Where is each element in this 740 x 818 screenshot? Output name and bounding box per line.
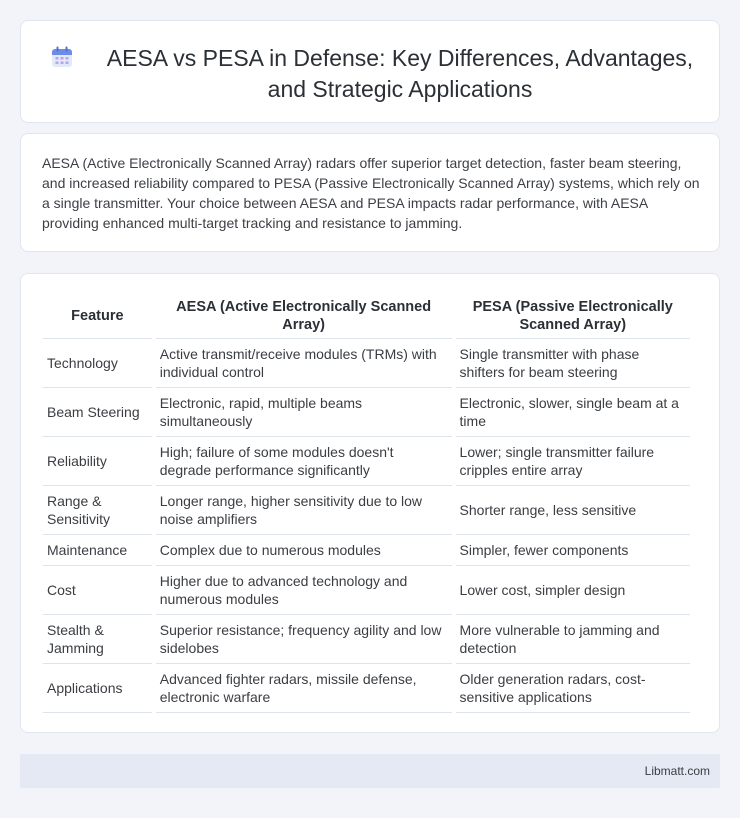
cell-feature: Technology [43,339,152,388]
table-row [43,486,690,535]
comparison-table [39,293,694,713]
cell-pesa: Lower; single transmitter failure cripples entire array [456,437,690,486]
title-wrap [51,43,699,105]
cell-feature: Stealth & Jamming [43,615,152,664]
cell-pesa: Single transmitter with phase shifters for beam steering [456,339,690,388]
intro-card [20,133,720,252]
cell-feature: Reliability [43,437,152,486]
cell-aesa: Electronic, rapid, multiple beams simultaneously [156,388,452,437]
cell-feature: Applications [43,664,152,713]
header-feature: Feature [43,293,152,339]
footer [20,754,720,788]
comparison-card [20,273,720,733]
cell-aesa: Superior resistance; frequency agility and low sidelobes [156,615,452,664]
table-row [43,535,690,566]
cell-feature: Maintenance [43,535,152,566]
table-row [43,388,690,437]
cell-pesa: Electronic, slower, single beam at a time [456,388,690,437]
table-row [43,437,690,486]
cell-feature: Beam Steering [43,388,152,437]
cell-aesa: Higher due to advanced technology and numerous modules [156,566,452,615]
cell-pesa: Simpler, fewer components [456,535,690,566]
cell-aesa: Longer range, higher sensitivity due to low noise amplifiers [156,486,452,535]
footer-site-link[interactable]: Libmatt.com [644,764,710,778]
table-row [43,664,690,713]
table-row [43,339,690,388]
calendar-icon [51,46,73,68]
table-row [43,566,690,615]
cell-aesa: Active transmit/receive modules (TRMs) with individual control [156,339,452,388]
header-pesa: PESA (Passive Electronically Scanned Array) [456,293,690,339]
cell-pesa: Older generation radars, cost-sensitive applications [456,664,690,713]
cell-pesa: More vulnerable to jamming and detection [456,615,690,664]
header-card [20,20,720,123]
intro-paragraph: AESA (Active Electronically Scanned Array) radars offer superior target detection, faster beam steering, and increased reliability compared to PESA (Passive Electronically Scanned Array) systems, which rely on a single transmitter. Your choice between AESA and PESA impacts radar performance, with AESA providing enhanced multi-target tracking and resistance to jamming. [42,155,700,231]
table-header-row [43,293,690,339]
cell-pesa: Shorter range, less sensitive [456,486,690,535]
table-row [43,615,690,664]
page-title: AESA vs PESA in Defense: Key Differences, Advantages, and Strategic Applications [106,45,694,102]
cell-pesa: Lower cost, simpler design [456,566,690,615]
cell-aesa: High; failure of some modules doesn't degrade performance significantly [156,437,452,486]
cell-aesa: Advanced fighter radars, missile defense, electronic warfare [156,664,452,713]
cell-feature: Cost [43,566,152,615]
cell-feature: Range & Sensitivity [43,486,152,535]
cell-aesa: Complex due to numerous modules [156,535,452,566]
header-aesa: AESA (Active Electronically Scanned Array) [156,293,452,339]
